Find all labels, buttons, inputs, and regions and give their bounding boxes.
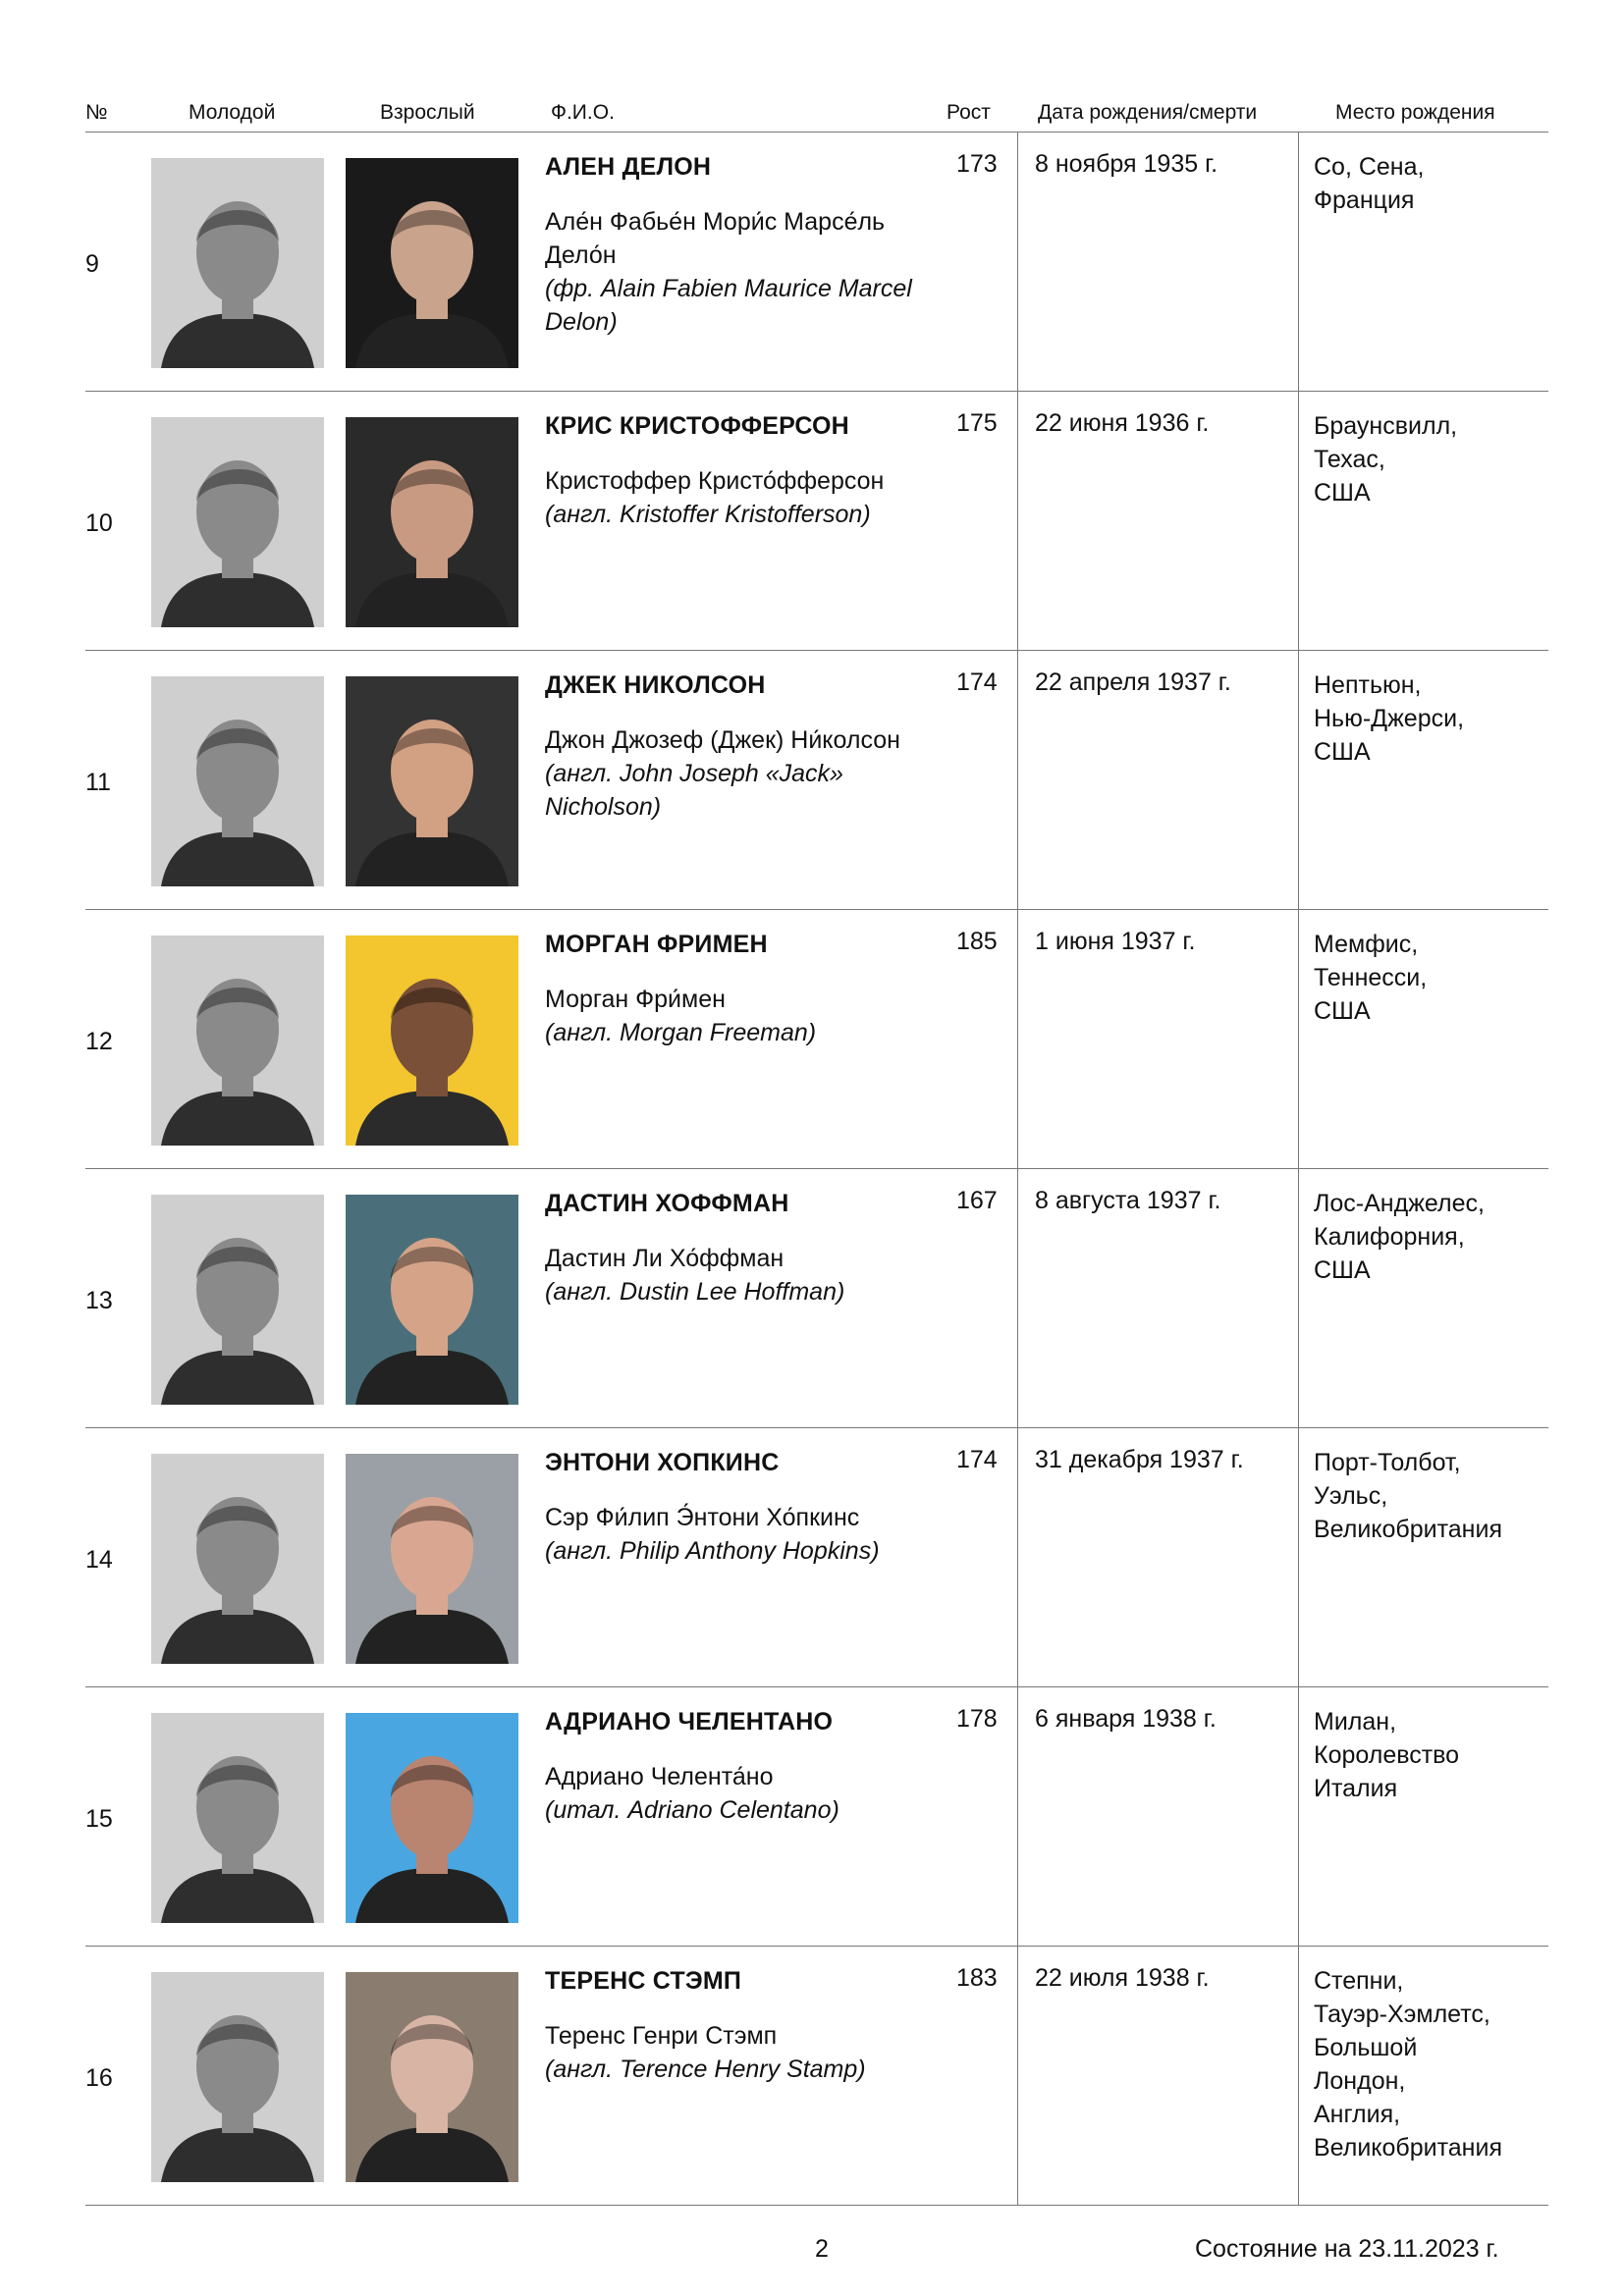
name-original: (англ. Terence Henry Stamp): [545, 2056, 866, 2083]
place-line: Италия: [1314, 1775, 1398, 1802]
name-full: Але́н Фабье́н Мори́с Марсе́ль Дело́н: [545, 208, 886, 269]
place-cell: [1314, 1705, 1549, 1805]
place-line: Нептьюн,: [1314, 671, 1422, 699]
place-cell: [1314, 1964, 1549, 2164]
name-full: Теренс Генри Стэмп: [545, 2022, 778, 2050]
place-cell: [1314, 1446, 1549, 1546]
place-line: США: [1314, 1256, 1371, 1284]
name-upper: АЛЕН ДЕЛОН: [545, 153, 712, 181]
place-line: Мемфис,: [1314, 931, 1419, 958]
name-original: (англ. Kristoffer Kristofferson): [545, 501, 871, 528]
adult-photo: [346, 158, 518, 368]
row-number: 10: [85, 509, 113, 537]
fio-cell: [545, 1446, 957, 1568]
name-upper: КРИС КРИСТОФФЕРСОН: [545, 412, 849, 440]
height-cell: 174: [956, 668, 998, 696]
name-upper: ТЕРЕНС СТЭМП: [545, 1967, 742, 1995]
height-cell: 173: [956, 150, 998, 178]
table-row: [85, 651, 1548, 910]
place-cell: [1314, 1187, 1549, 1287]
name-full: Морган Фри́мен: [545, 986, 726, 1013]
place-line: Великобритания: [1314, 1516, 1502, 1543]
column-divider: [1298, 1687, 1299, 1946]
page-number: 2: [815, 2235, 829, 2263]
place-line: Порт-Толбот,: [1314, 1449, 1461, 1476]
column-divider: [1298, 1169, 1299, 1427]
table-row: [85, 910, 1548, 1169]
dates-cell: 8 августа 1937 г.: [1035, 1187, 1221, 1214]
column-divider: [1298, 392, 1299, 650]
dates-cell: 22 июля 1938 г.: [1035, 1964, 1210, 1992]
place-line: Франция: [1314, 187, 1415, 214]
fio-cell: [545, 409, 957, 531]
name-upper: ДЖЕК НИКОЛСОН: [545, 671, 766, 699]
place-line: США: [1314, 738, 1371, 766]
adult-photo: [346, 935, 518, 1146]
place-line: Лос-Анджелес,: [1314, 1190, 1485, 1217]
name-original: (англ. Philip Anthony Hopkins): [545, 1537, 880, 1565]
document-page: [85, 93, 1548, 2206]
place-line: Теннесси,: [1314, 964, 1428, 991]
table-header: [85, 93, 1548, 133]
column-divider: [1017, 910, 1018, 1168]
name-upper: МОРГАН ФРИМЕН: [545, 931, 768, 958]
name-full: Сэр Фи́лип Э́нтони Хо́пкинс: [545, 1504, 860, 1531]
header-num: №: [85, 101, 108, 124]
name-full: Дастин Ли Хо́ффман: [545, 1245, 785, 1272]
fio-cell: [545, 1964, 957, 2086]
adult-photo: [346, 1195, 518, 1405]
column-divider: [1017, 1169, 1018, 1427]
place-line: Степни,: [1314, 1967, 1404, 1995]
height-cell: 183: [956, 1964, 998, 1992]
place-line: Уэльс,: [1314, 1482, 1388, 1510]
height-cell: 185: [956, 928, 998, 955]
column-divider: [1017, 392, 1018, 650]
place-line: Со, Сена,: [1314, 153, 1425, 181]
young-photo: [151, 1972, 324, 2182]
header-height: Рост: [947, 101, 991, 124]
name-original: (фр. Alain Fabien Maurice Marcel Delon): [545, 275, 912, 336]
young-photo: [151, 935, 324, 1146]
young-photo: [151, 1713, 324, 1923]
dates-cell: 22 апреля 1937 г.: [1035, 668, 1231, 696]
place-line: Королевство: [1314, 1741, 1460, 1769]
column-divider: [1298, 1428, 1299, 1686]
column-divider: [1298, 651, 1299, 909]
place-line: Англия,: [1314, 2101, 1401, 2128]
adult-photo: [346, 676, 518, 886]
name-original: (англ. Morgan Freeman): [545, 1019, 817, 1046]
dates-cell: 1 июня 1937 г.: [1035, 928, 1196, 955]
young-photo: [151, 158, 324, 368]
row-number: 14: [85, 1546, 113, 1574]
place-line: США: [1314, 479, 1371, 507]
place-line: Лондон,: [1314, 2067, 1406, 2095]
place-cell: [1314, 668, 1549, 769]
place-line: Великобритания: [1314, 2134, 1502, 2162]
header-young: Молодой: [189, 101, 276, 124]
name-full: Джон Джозеф (Джек) Ни́колсон: [545, 726, 900, 754]
header-dates: Дата рождения/смерти: [1038, 101, 1258, 124]
place-line: Нью-Джерси,: [1314, 705, 1465, 732]
header-fio: Ф.И.О.: [551, 101, 615, 124]
table-row: [85, 1169, 1548, 1428]
row-number: 16: [85, 2064, 113, 2092]
name-original: (англ. John Joseph «Jack» Nicholson): [545, 760, 843, 821]
name-upper: ЭНТОНИ ХОПКИНС: [545, 1449, 780, 1476]
table-body: [85, 133, 1548, 2206]
young-photo: [151, 1195, 324, 1405]
adult-photo: [346, 1454, 518, 1664]
height-cell: 175: [956, 409, 998, 437]
young-photo: [151, 1454, 324, 1664]
adult-photo: [346, 1713, 518, 1923]
young-photo: [151, 676, 324, 886]
column-divider: [1017, 1947, 1018, 2205]
row-number: 11: [85, 769, 111, 796]
table-row: [85, 392, 1548, 651]
column-divider: [1298, 1947, 1299, 2205]
name-full: Адриано Челента́но: [545, 1763, 774, 1790]
adult-photo: [346, 417, 518, 627]
fio-cell: [545, 1705, 957, 1827]
place-cell: [1314, 928, 1549, 1028]
header-place: Место рождения: [1335, 101, 1495, 124]
row-number: 12: [85, 1028, 113, 1055]
fio-cell: [545, 1187, 957, 1308]
name-full: Кристоффер Кристо́фферсон: [545, 467, 885, 495]
place-line: Милан,: [1314, 1708, 1397, 1735]
young-photo: [151, 417, 324, 627]
name-original: (итал. Adriano Celentano): [545, 1796, 839, 1824]
place-line: США: [1314, 997, 1371, 1025]
place-line: Браунсвилл,: [1314, 412, 1458, 440]
fio-cell: [545, 928, 957, 1049]
dates-cell: 6 января 1938 г.: [1035, 1705, 1217, 1733]
table-row: [85, 1687, 1548, 1947]
table-row: [85, 1947, 1548, 2206]
place-cell: [1314, 150, 1549, 217]
row-number: 9: [85, 250, 99, 278]
table-row: [85, 1428, 1548, 1687]
table-row: [85, 133, 1548, 392]
row-number: 15: [85, 1805, 113, 1833]
fio-cell: [545, 668, 957, 824]
name-upper: АДРИАНО ЧЕЛЕНТАНО: [545, 1708, 834, 1735]
height-cell: 178: [956, 1705, 998, 1733]
place-line: Тауэр-Хэмлетс,: [1314, 2001, 1490, 2028]
column-divider: [1017, 133, 1018, 391]
place-line: Техас,: [1314, 446, 1385, 473]
fio-cell: [545, 150, 957, 339]
header-adult: Взрослый: [380, 101, 475, 124]
place-cell: [1314, 409, 1549, 509]
row-number: 13: [85, 1287, 113, 1314]
column-divider: [1298, 910, 1299, 1168]
column-divider: [1017, 1687, 1018, 1946]
height-cell: 174: [956, 1446, 998, 1473]
dates-cell: 31 декабря 1937 г.: [1035, 1446, 1244, 1473]
name-upper: ДАСТИН ХОФФМАН: [545, 1190, 789, 1217]
height-cell: 167: [956, 1187, 998, 1214]
place-line: Калифорния,: [1314, 1223, 1465, 1251]
adult-photo: [346, 1972, 518, 2182]
status-date: Состояние на 23.11.2023 г.: [1195, 2235, 1499, 2263]
dates-cell: 8 ноября 1935 г.: [1035, 150, 1218, 178]
column-divider: [1017, 651, 1018, 909]
place-line: Большой: [1314, 2034, 1418, 2061]
name-original: (англ. Dustin Lee Hoffman): [545, 1278, 845, 1306]
dates-cell: 22 июня 1936 г.: [1035, 409, 1210, 437]
column-divider: [1017, 1428, 1018, 1686]
column-divider: [1298, 133, 1299, 391]
